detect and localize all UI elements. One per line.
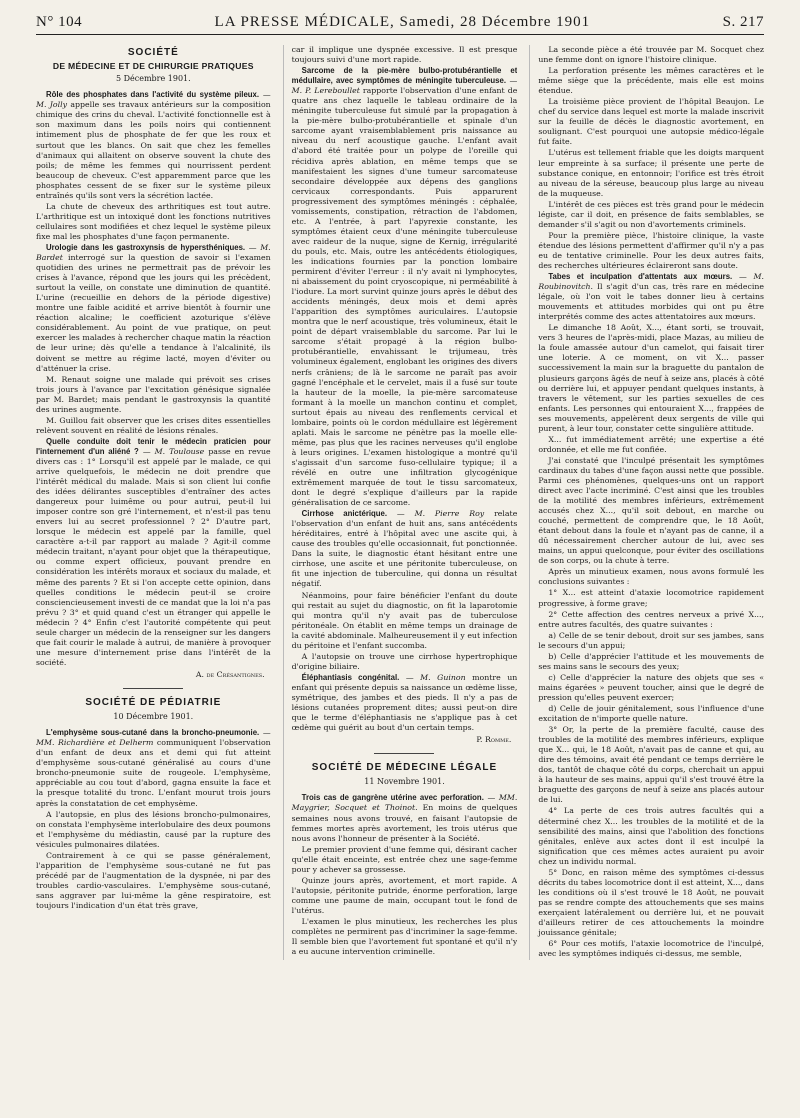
article-author: — M. Roubinovitch. — [538, 272, 764, 292]
article-title: Rôle des phosphates dans l'activité du système pileux. — [46, 90, 260, 100]
article-paragraph: Après un minutieux examen, nous avons formulé les conclusions suivantes : — [538, 567, 764, 587]
article-paragraph: L'examen le plus minutieux, les recherches les plus complètes ne permirent pas d'incriminer la sage-femme. Il semble bien que l'avortement fut spontané et qu'il n'y a eu aucune intervention criminelle. — [291, 917, 518, 957]
society-heading: SOCIÉTÉ DE PÉDIATRIE — [85, 697, 222, 708]
article-title: Quelle conduite doit tenir le médecin praticien pour l'internement d'un aliéné ? — [36, 436, 271, 456]
session-date: 10 Décembre 1901. — [113, 711, 194, 721]
article-paragraph: La seconde pièce a été trouvée par M. Socquet chez une femme dont on ignore l'histoire clinique. — [538, 45, 764, 65]
article-paragraph: 4° La perte de ces trois autres facultés qui a déterminé chez X... les troubles de la motilité et de la sensibilité des mains, ainsi que l'abolition des fonctions génitales, enlève aux actes dont il est inculpé la signification que ces mêmes actes auraient pu avoir chez un individu normal. — [538, 806, 764, 866]
column-3 — [529, 45, 764, 960]
article-author: — M. P. Lereboullet — [291, 76, 518, 96]
article-paragraph: L'emphysème sous-cutané dans la broncho-pneumonie. — MM. Richardière et Delherm communiquent l'observation d'un enfant de deux ans et demi qui fut atteint d'emphysème sous-cutané généralisé au cours d'une broncho-pneumonie suite de rougeole. L'emphysème, appréciable au cou tout d'abord, gagna ensuite la face et la presque totalité du tronc. L'enfant mourut trois jours après la constatation de cet emphysème. — [36, 728, 271, 808]
article-paragraph: Le premier provient d'une femme qui, désirant cacher qu'elle était enceinte, est entrée chez une sage-femme pour y achever sa grossesse. — [291, 844, 518, 874]
article-title: Éléphantiasis congénital. — [301, 672, 400, 682]
article-paragraph: Sarcome de la pie-mère bulbo-protubérantielle et médullaire, avec symptômes de méningite tuberculeuse. — M. P. Lereboullet rapporte l'observation d'une enfant de quatre ans chez laquelle le tableau ordinaire de la méningite tuberculeuse fut simulé par la propagation à la pie-mère bulbo-protubérantielle et spinale d'un sarcome ayant vraisemblablement pris naissance au niveau du nerf acoustique gauche. L'enfant avait d'abord été traitée pour un polype de l'oreille qui récidiva après ablation, en même temps que se manifestaient les signes d'une tumeur sarcomateuse secondaire développée aux dépens des ganglions cervicaux correspondants. Puis apparurent progressivement des symptômes méningés : céphalée, vomissements, constipation, rétraction de l'abdomen, etc. A l'entrée, à part l'apyrexie constante, les symptômes étaient ceux d'une méningite tuberculeuse avec raideur de la nuque, signe de Kernig, irrégularité du pouls, etc. Mais, outre les antécédents étiologiques, les indications fournies par la ponction lombaire permirent d'éviter l'erreur : il n'y avait ni lymphocytes, ni abaissement du point cryoscopique, ni perméabilité à l'iodure. La mort survint quinze jours après le début des accidents méningés, deux mois et demi après l'apparition des symptômes auriculaires. L'autopsie montra que le nerf acoustique, très volumineux, était le point de départ vraisemblable du sarcome. Par lui le sarcome s'était propagé à la région bulbo-protubérantielle, envahissant le trijumeau, très volumineux également, englobant les origines des divers nerfs crâniens; de là le sarcome ne paraît pas avoir gagné l'encéphale et le cervelet, mais il a fusé sur toute la hauteur de la moelle, la pie-mère sarcomateuse formant à la moelle un manchon continu et complet, surtout épais au niveau des renflements cervical et lombaire, points où le cordon médullaire est légèrement aplati. Mais le sarcome ne pénètre pas la moelle elle-même, pas plus que les racines nerveuses qu'il englobe à leurs origines. L'examen histologique a montré qu'il s'agissait d'un sarcome fuso-cellulaire typique; il a révélé en outre une infiltration glycogénique extrêmement marquée de tout le tissu sarcomateux, dont le degré s'explique d'ailleurs par la rapide généralisation de ce sarcome. — [291, 66, 518, 508]
article-title: Cirrhose anictérique. — [301, 509, 388, 519]
article-author: — M. Bardet — [36, 242, 271, 263]
session-date: 5 Décembre 1901. — [115, 73, 191, 83]
article-paragraph: Néanmoins, pour faire bénéficier l'enfant du doute qui restait au sujet du diagnostic, on fit la laparotomie qui montra qu'il n'y avait pas de tuberculose péritonéale. On établit en même temps un drainage de la cavité abdominale. Malheureusement il y eut infection du péritoine et l'enfant succomba. — [291, 590, 518, 650]
article-paragraph: Quinze jours après, avortement, et mort rapide. A l'autopsie, péritonite putride, énorme perforation, large comme une paume de main, occupant tout le fond de l'utérus. — [291, 875, 518, 915]
society-subheading: DE MÉDECINE ET DE CHIRURGIE PRATIQUES — [52, 60, 254, 71]
article-paragraph: A l'autopsie, en plus des lésions broncho-pulmonaires, on constata l'emphysème interlobulaire des deux poumons et l'emphysème du médiastin, causé par la rupture des vésicules pulmonaires dilatées. — [36, 809, 271, 849]
article-paragraph: Quelle conduite doit tenir le médecin praticien pour l'internement d'un aliéné ? — M. Toulouse passe en revue divers cas : 1° Lorsqu'il est appelé par le malade, ce qui arrive quelquefois, le médecin ne doit prendre que l'intérêt médical du malade. Mais si son client lui confie des idées délirantes susceptibles d'entraîner des actes dangereux pour luimême ou pour autrui, peut-il lui imposer contre son gré l'internement, et n'est-il pas tenu envers lui au secret professionnel ? 2° D'autre part, lorsque le médecin est appelé par la famille, quel caractère a-t-il par rapport au malade ? Agit-il comme médecin traitant, n'ayant pour objet que la thérapeutique, ou comme expert officieux, pouvant prendre en considération les intérêts moraux et sociaux du malade, et même des parents ? Et si l'on accepte cette opinion, dans quelles conditions le médecin peut-il se croire consciencieusement investi de ce mandat que la loi n'a pas prévu ? 3° et quid quand c'est un étranger qui appelle le médecin ? 4° Enfin c'est l'autorité compétente qui peut seule charger un médecin de la renseigner sur les dangers que fait courir le malade à autrui, de manière à provoquer une mesure d'internement prise dans l'intérêt de la société. — [36, 436, 271, 667]
article-paragraph: car il implique une dyspnée excessive. Il est presque toujours suivi d'une mort rapide. — [291, 45, 518, 65]
article-paragraph: 1° X... est atteint d'ataxie locomotrice rapidement progressive, à forme grave; — [538, 588, 764, 608]
issue-number: N° 104 — [36, 14, 83, 30]
article-columns — [36, 45, 764, 960]
article-paragraph: 6° Pour ces motifs, l'ataxie locomotrice de l'inculpé, avec les symptômes indiqués ci-dessus, me semble, — [538, 939, 764, 959]
article-author: — MM. Richardière et Delherm — [36, 728, 271, 748]
article-author: — MM. Maygrier, Socquet et Thoinot. — [291, 793, 518, 813]
article-paragraph: La troisième pièce provient de l'hôpital Beaujon. Le chef du service dans lequel est morte la malade inscrivit sur la feuille de décès le diagnostic avortement, en soulignant. C'est pourquoi une autopsie médico-légale fut faite. — [538, 97, 764, 147]
signature: A. de Crésantignes. — [195, 669, 265, 679]
article-paragraph: Éléphantiasis congénital. — M. Guinon montre un enfant qui présente depuis sa naissance un œdème lisse, symétrique, des jambes et des pieds. Il n'y a pas de lésions cutanées proprement dites; aussi peut-on dire que le terme d'éléphantiasis ne s'applique pas à cet œdème qui guérit au bout d'un certain temps. — [291, 672, 518, 733]
article-paragraph: Rôle des phosphates dans l'activité du système pileux. — M. Jolly appelle ses travaux antérieurs sur la composition chimique des crins du cheval. L'activité fonctionnelle est à son maximum dans les poils noirs qui contiennent intimement plus de phosphate de fer que les roux et surtout que les blancs. On sait que chez les femelles d'animaux qui allaitent on observe souvent la chute des poils; de même les femmes qui nourrissent perdent beaucoup de cheveux. C'est apparemment parce que les phosphates cessent de se fixer sur le système pileux entraînés qu'ils sont vers la sécrétion lactée. — [36, 90, 271, 200]
article-paragraph: J'ai constaté que l'inculpé présentait les symptômes cardinaux du tabes d'une façon aussi nette que possible. Parmi ces phénomènes, quelques-uns ont un rapport direct avec l'acte incriminé. C'est ainsi que les troubles de la motilité des membres inférieurs, extrêmement accusés chez X..., qu'il soit debout, en marche ou couché, permettent de comprendre que, le 18 Août, étant debout dans la foule et n'ayant pas de canne, il a dû nécessairement chercher autour de lui, avec ses mains, un appui quelconque, pour éviter des oscillations de son corps, ou la chute à terre. — [538, 455, 764, 566]
article-title: L'emphysème sous-cutané dans la broncho-pneumonie. — [46, 728, 260, 738]
article-paragraph: 3° Or, la perte de la première faculté, cause des troubles de la motilité des membres inférieurs, explique que X... qui, le 18 Août, n'avait pas de canne et qui, au dire des témoins, avait été pendant ce temps derrière le dos, tantôt de chaque côté du corps, cherchait un appui à la hauteur de ses mains, appui qu'il s'est trouvé être la braguette des garçons de neuf à seize ans placés autour de lui. — [538, 725, 764, 805]
article-paragraph: Contrairement à ce qui se passe généralement, l'apparition de l'emphysème sous-cutané ne fut pas précédé par de l'augmentation de la dyspnée, ni par des troubles cardio-vasculaires. L'emphysème sous-cutané, sans aggraver par lui-même la gêne respiratoire, est toujours l'indication d'un état très grave, — [36, 850, 271, 910]
article-paragraph: M. Guillou fait observer que les crises dites essentielles relèvent souvent en réalité de lésions rénales. — [36, 415, 271, 435]
article-title: Tabes et inculpation d'attentats aux mœurs. — [548, 272, 733, 282]
masthead — [36, 14, 764, 35]
article-paragraph: 2° Cette affection des centres nerveux a privé X..., entre autres facultés, des quatre suivantes : — [538, 609, 764, 629]
column-2 — [283, 45, 518, 960]
article-paragraph: L'intérêt de ces pièces est très grand pour le médecin légiste, car il doit, en présence de faits semblables, se demander s'il s'agit ou non d'avortements criminels. — [538, 199, 764, 229]
article-paragraph: La chute de cheveux des arthritiques est tout autre. L'arthritique est un intoxiqué dont les fonctions nutritives cellulaires sont modifiées et chez lequel le système pileux fixe mal les phosphates d'une façon permanente. — [36, 201, 271, 241]
article-paragraph: La perforation présente les mêmes caractères et le même siège que la précédente, mais elle est moins étendue. — [538, 66, 764, 96]
newspaper-title: LA PRESSE MÉDICALE, Samedi, 28 Décembre 1901 — [214, 14, 591, 30]
article-author: — M. Toulouse — [142, 446, 205, 456]
section-divider — [123, 688, 183, 689]
signature: P. Romme. — [476, 735, 512, 745]
article-paragraph: Tabes et inculpation d'attentats aux mœurs. — M. Roubinovitch. Il s'agit d'un cas, très rare en médecine légale, où l'on voit le tabes donner lieu à certains mouvements et attitudes morbides qui ont pu être interprétés comme des actes attentatoires aux mœurs. — [538, 272, 764, 322]
society-heading: SOCIÉTÉ — [127, 47, 179, 58]
article-paragraph: Cirrhose anictérique. — M. Pierre Roy relate l'observation d'un enfant de huit ans, sans antécédents héréditaires, entré à l'hôpital avec une ascite qui, à cause des troubles qu'elle occasionnait, fut ponctionnée. Dans la suite, le diagnostic étant hésitant entre une cirrhose, une ascite et une péritonite tuberculeuse, on fit une injection de tuberculine, qui donna un résultat négatif. — [291, 509, 518, 589]
article-author: — M. Guinon — [405, 672, 466, 682]
section-divider — [374, 753, 434, 754]
article-paragraph: Le dimanche 18 Août, X..., étant sorti, se trouvait, vers 3 heures de l'après-midi, place Mazas, au milieu de la foule amassée autour d'un camelot, qui faisait tirer une loterie. A ce moment, on vit X... passer successivement la main sur la braguette du pantalon de plusieurs garçons âgés de neuf à seize ans, placés à côté ou derrière lui, et appuyer pendant quelques instants, à travers le vêtement, sur les parties sexuelles de ces enfants. Les personnes qui entouraient X..., frappées de ses mouvements, appelèrent deux sergents de ville qui purent, à leur tour, constater cette singulière attitude. — [538, 323, 764, 433]
society-heading: SOCIÉTÉ DE MÉDECINE LÉGALE — [311, 762, 498, 774]
article-paragraph: A l'autopsie on trouve une cirrhose hypertrophique d'origine biliaire. — [291, 651, 518, 671]
article-title: Trois cas de gangrène utérine avec perforation. — [301, 793, 484, 803]
article-paragraph: b) Celle d'apprécier l'attitude et les mouvements de ses mains sans le secours des yeux; — [538, 651, 764, 671]
article-paragraph: X... fut immédiatement arrêté; une expertise a été ordonnée, et elle me fut confiée. — [538, 434, 764, 454]
article-paragraph: d) Celle de jouir génitalement, sous l'influence d'une excitation de n'importe quelle nature. — [538, 704, 764, 724]
article-paragraph: Trois cas de gangrène utérine avec perforation. — MM. Maygrier, Socquet et Thoinot. En moins de quelques semaines nous avons trouvé, en faisant l'autopsie de femmes mortes après avortement, les trois utérus que nous avons l'honneur de présenter à la Société. — [291, 793, 518, 843]
article-paragraph: c) Celle d'apprécier la nature des objets que ses « mains égarées » peuvent toucher, ainsi que le degré de pression qu'elles peuvent exercer; — [538, 672, 764, 702]
article-title: Urologie dans les gastroxynsis de hypersthéniques. — [46, 242, 246, 252]
session-date: 11 Novembre 1901. — [364, 777, 445, 787]
article-paragraph: Urologie dans les gastroxynsis de hypersthéniques. — M. Bardet interrogé sur la question de savoir si l'examen quotidien des urines ne permettrait pas de prévoir les crises à l'avance, répond que les jours qui les précèdent, surtout la veille, on constate une diminution de quantité. L'urine (recueillie en dehors de la période digestive) montre une faible acidité et arrive bientôt à fournir une réaction alcaline; le coefficient azoturique s'élève considérablement. Au point de vue pratique, on peut exercer les malades à rechercher chaque matin la réaction de leur urine; dès qu'elle a tendance à l'alcalinité, ils doivent se mettre au régime lacté, moyen d'éviter ou d'atténuer la crise. — [36, 242, 271, 373]
page-number: S. 217 — [722, 14, 764, 30]
article-paragraph: 5° Donc, en raison même des symptômes ci-dessus décrits du tabes locomotrice dont il est atteint, X..., dans les conditions où il s'est trouvé le 18 Août, ne pouvait pas se rendre compte des attouchements que ses mains exerçaient latéralement ou derrière lui, et ne pouvait d'ailleurs retirer de ces attouchements la moindre jouissance génitale; — [538, 867, 764, 938]
article-author: — M. Pierre Roy — [396, 509, 485, 519]
article-author: — M. Jolly — [36, 90, 271, 110]
column-1 — [36, 45, 271, 960]
article-paragraph: L'utérus est tellement friable que les doigts marquent leur empreinte à sa surface; il présente une perte de substance conique, en entonnoir; l'orifice est très étroit au niveau de la séreuse, beaucoup plus large au niveau de la muqueuse. — [538, 148, 764, 198]
article-title: Sarcome de la pie-mère bulbo-protubérantielle et médullaire, avec symptômes de méningite tuberculeuse. — [291, 66, 518, 86]
article-paragraph: M. Renaut soigne une malade qui prévoit ses crises trois jours à l'avance par l'excitation génésique signalée par M. Bardet; mais pendant le gastroxynsis la quantité des urines augmente. — [36, 374, 271, 414]
article-paragraph: Pour la première pièce, l'histoire clinique, la vaste étendue des lésions permettent d'affirmer qu'il n'y a pas eu de tentative criminelle. Pour les deux autres faits, des recherches ultérieures éclaireront sans doute. — [538, 230, 764, 270]
article-paragraph: a) Celle de se tenir debout, droit sur ses jambes, sans le secours d'un appui; — [538, 630, 764, 650]
